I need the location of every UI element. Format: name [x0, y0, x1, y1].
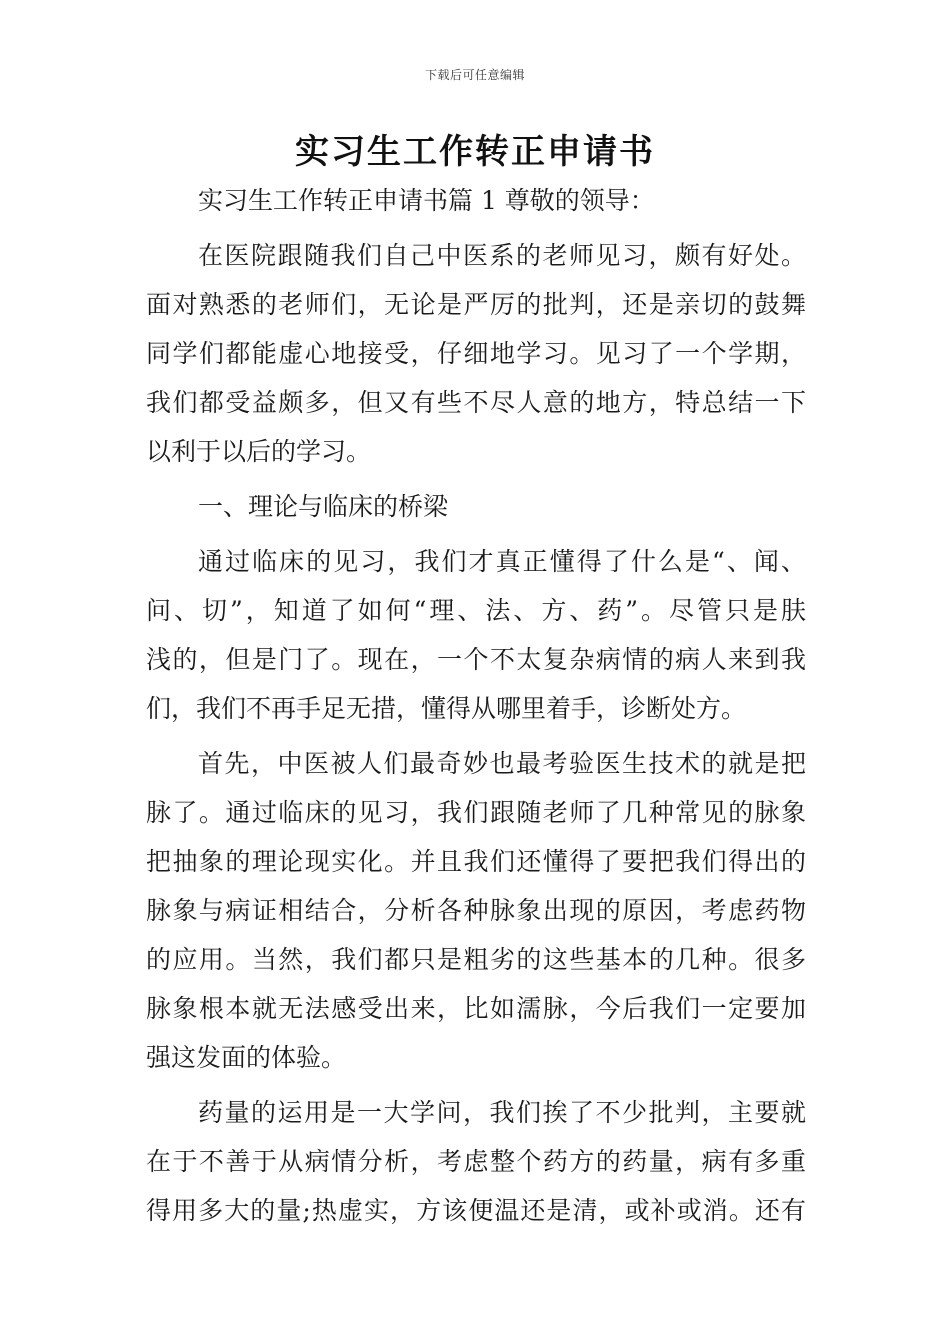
paragraph-line: 强这发面的体验。 [146, 1043, 347, 1072]
paragraph-line: 浅的，但是门了。现在，一个不太复杂病情的病人来到我 [146, 645, 806, 674]
paragraph-line: 得用多大的量;热虚实，方该便温还是清，或补或消。还有 [146, 1196, 806, 1225]
paragraph-line: 实习生工作转正申请书篇 1 尊敬的领导： [198, 186, 655, 215]
paragraph-line: 脉象根本就无法感受出来，比如濡脉，今后我们一定要加 [146, 994, 806, 1023]
paragraph-line: 的应用。当然，我们都只是粗劣的这些基本的几种。很多 [146, 945, 806, 974]
paragraph-line: 我们都受益颇多，但又有些不尽人意的地方，特总结一下 [146, 388, 806, 417]
paragraph-line: 以利于以后的学习。 [146, 437, 372, 466]
document-body [146, 176, 806, 1235]
paragraph-line: 同学们都能虚心地接受，仔细地学习。见习了一个学期， [146, 339, 806, 368]
paragraph-line: 把抽象的理论现实化。并且我们还懂得了要把我们得出的 [146, 847, 806, 876]
paragraph-line: 在医院跟随我们自己中医系的老师见习，颇有好处。 [198, 241, 806, 270]
paragraph-line: 在于不善于从病情分析，考虑整个药方的药量，病有多重 [146, 1147, 806, 1176]
paragraph-line: 问、切”，知道了如何“理、法、方、药”。尽管只是肤 [146, 596, 806, 625]
document-title: 实习生工作转正申请书 [295, 132, 655, 172]
paragraph-line: 通过临床的见习，我们才真正懂得了什么是“、闻、 [198, 547, 806, 576]
paragraph-line: 脉了。通过临床的见习，我们跟随老师了几种常见的脉象 [146, 798, 806, 827]
paragraph-line: 脉象与病证相结合，分析各种脉象出现的原因，考虑药物 [146, 896, 806, 925]
paragraph-line: 药量的运用是一大学问，我们挨了不少批判，主要就 [198, 1098, 806, 1127]
paragraph-line: 首先，中医被人们最奇妙也最考验医生技术的就是把 [198, 749, 806, 778]
paragraph-line: 们，我们不再手足无措，懂得从哪里着手，诊断处方。 [146, 694, 747, 723]
paragraph-line: 面对熟悉的老师们，无论是严厉的批判，还是亲切的鼓舞 [146, 290, 806, 319]
section-heading: 一、理论与临床的桥梁 [198, 492, 449, 521]
header-note: 下载后可任意编辑 [424, 68, 525, 82]
